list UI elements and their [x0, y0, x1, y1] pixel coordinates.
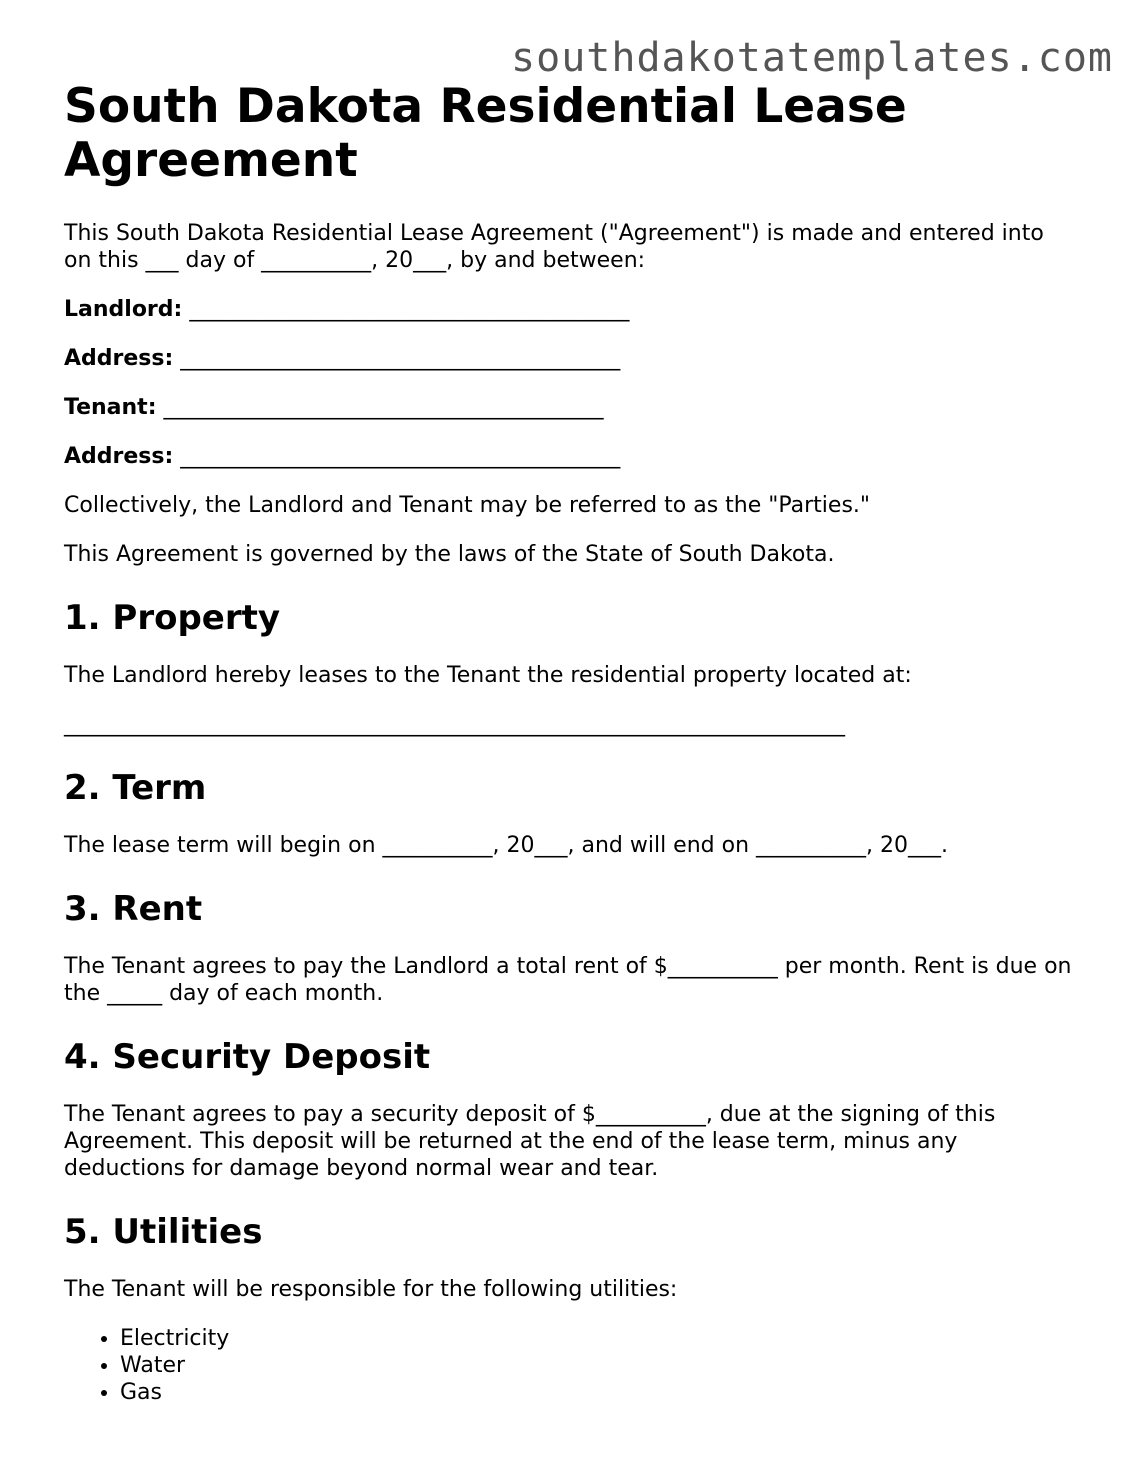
- field-blank: ________________________________________: [180, 444, 621, 469]
- collectively-paragraph: Collectively, the Landlord and Tenant may be referred to as the "Parties.": [64, 493, 871, 518]
- field-blank: ________________________________________: [189, 297, 630, 322]
- page-title: South Dakota Residential Lease Agreement: [64, 79, 907, 188]
- field-label: Address:: [64, 346, 174, 371]
- landlord-address-field: [64, 345, 1074, 372]
- section-heading-utilities: 5. Utilities: [64, 1212, 263, 1252]
- list-item: • Water: [120, 1352, 1074, 1379]
- list-item: • Electricity: [120, 1325, 1074, 1352]
- document-body: [64, 80, 1074, 1406]
- list-item: • Gas: [120, 1379, 1074, 1406]
- tenant-field: [64, 394, 1074, 421]
- security-deposit-paragraph: The Tenant agrees to pay a security deposit of $__________, due at the signing of this Agreement. This deposit will be returned at the end of the lease term, minus any deductions for damage beyond normal wear and tear.: [64, 1102, 996, 1181]
- field-label: Tenant:: [64, 395, 157, 420]
- property-paragraph: The Landlord hereby leases to the Tenant the residential property located at:: [64, 663, 912, 688]
- utilities-list: [64, 1325, 1074, 1406]
- utilities-paragraph: The Tenant will be responsible for the following utilities:: [64, 1277, 678, 1302]
- intro-paragraph: This South Dakota Residential Lease Agreement ("Agreement") is made and entered into on this ___ day of __________, 20___, by and between:: [64, 221, 1044, 273]
- section-heading-security-deposit: 4. Security Deposit: [64, 1037, 431, 1077]
- field-blank: ________________________________________: [180, 346, 621, 371]
- field-label: Address:: [64, 444, 174, 469]
- field-label: Landlord:: [64, 297, 183, 322]
- governing-law-paragraph: This Agreement is governed by the laws of the State of South Dakota.: [64, 542, 835, 567]
- term-paragraph: The lease term will begin on __________, 20___, and will end on __________, 20___.: [64, 833, 948, 858]
- landlord-field: [64, 296, 1074, 323]
- rent-paragraph: The Tenant agrees to pay the Landlord a total rent of $__________ per month. Rent is due on the _____ day of each month.: [64, 954, 1072, 1006]
- section-heading-rent: 3. Rent: [64, 889, 203, 929]
- tenant-address-field: [64, 443, 1074, 470]
- property-address-blank: _______________________________________________________________________: [64, 712, 845, 737]
- field-blank: ________________________________________: [163, 395, 604, 420]
- section-heading-property: 1. Property: [64, 598, 281, 638]
- watermark: southdakotatemplates.com: [511, 35, 1113, 81]
- section-heading-term: 2. Term: [64, 768, 207, 808]
